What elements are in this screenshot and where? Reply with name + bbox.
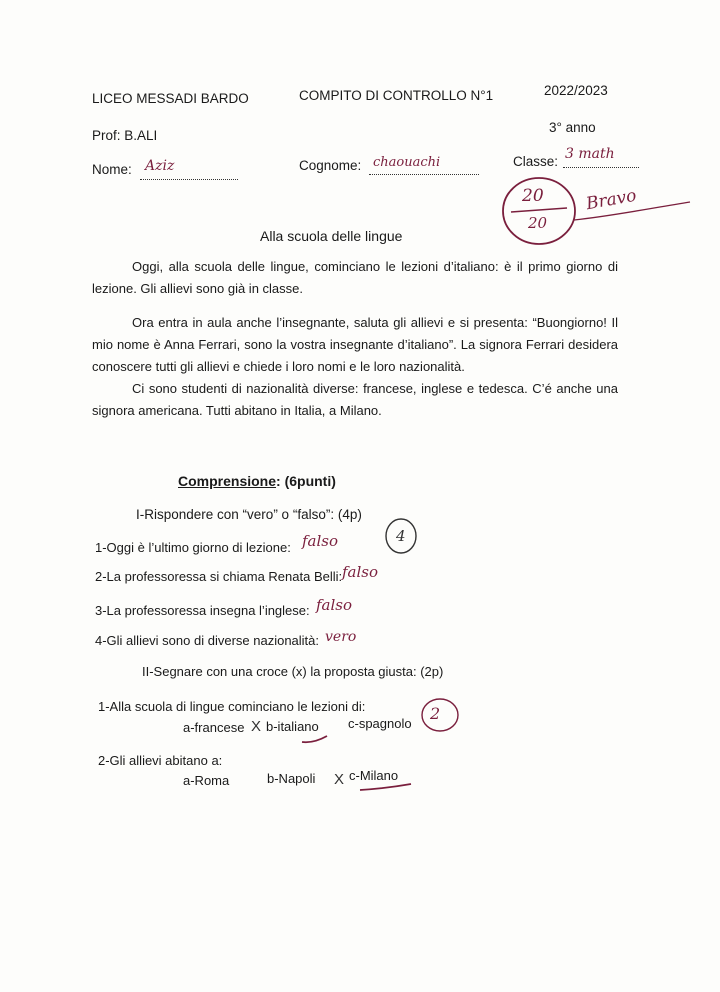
surname-label: Cognome: (299, 158, 362, 173)
surname-value: chaouachi (373, 155, 441, 170)
comprehension-heading (178, 473, 336, 489)
school-year: 2022/2023 (544, 83, 608, 98)
question-2: 2-La professoressa si chiama Renata Belli: (95, 569, 343, 584)
class-value: 3 math (565, 146, 615, 162)
q1-cross: X (251, 718, 262, 735)
reading-title: Alla scuola delle lingue (260, 228, 403, 244)
section2-instruction: II-Segnare con una croce (x) la proposta giusta: (2p) (142, 664, 444, 679)
reading-paragraph-2: Ora entra in aula anche l’insegnante, saluta gli allievi e si presenta: “Buongiorno! Il mio nome è Anna Ferrari, sono la vostra insegnante d’italiano”. La signora Ferrari desidera conoscere tutti gli allievi e chiede i loro nomi e le loro nazionalità. (92, 315, 618, 374)
q2-correct-tick-icon (358, 781, 414, 793)
question-3: 3-La professoressa insegna l’inglese: (95, 603, 310, 618)
class-label: Classe: (513, 154, 559, 169)
grade-year: 3° anno (549, 120, 596, 135)
surname-field (369, 155, 479, 175)
q2-option-b: b-Napoli (267, 771, 316, 786)
q1-option-a: a-francese (183, 720, 245, 735)
comprehension-title: Comprensione (178, 473, 277, 489)
score-top: 20 (522, 186, 544, 206)
name-field (140, 158, 238, 180)
school-name: LICEO MESSADI BARDO (92, 91, 249, 106)
section2-score: 2 (430, 704, 441, 723)
q2-option-a: a-Roma (183, 773, 230, 788)
section2-score-circle-icon (420, 696, 462, 736)
reading-paragraph-1: Oggi, alla scuola delle lingue, cominciano le lezioni d’italiano: è il primo giorno di lezione. Gli allievi sono già in classe. (92, 259, 618, 296)
answer-4: vero (325, 629, 357, 645)
test-title: COMPITO DI CONTROLLO N°1 (299, 88, 494, 103)
section1-instruction: I-Rispondere con “vero” o “falso”: (4p) (136, 507, 362, 522)
question-4: 4-Gli allievi sono di diverse nazionalità: (95, 633, 320, 648)
section2-question-1: 1-Alla scuola di lingue cominciano le lezioni di: (98, 699, 366, 714)
answer-2: falso (342, 563, 379, 581)
class-field (563, 146, 639, 168)
answer-3: falso (316, 596, 353, 614)
name-value: Aziz (145, 158, 175, 174)
section1-score: 4 (396, 527, 406, 545)
q1-correct-tick-icon (300, 734, 330, 746)
q2-cross: X (334, 771, 345, 788)
answer-1: falso (302, 532, 339, 550)
teacher-name: Prof: B.ALI (92, 128, 158, 143)
comprehension-points: : (6punti) (276, 473, 336, 489)
reading-paragraph-3: Ci sono studenti di nazionalità diverse: francese, inglese e tedesca. C’é anche una signora americana. Tutti abitano in Italia, a Milano. (92, 381, 618, 418)
question-1: 1-Oggi è l’ultimo giorno di lezione: (95, 540, 291, 555)
score-bottom: 20 (528, 214, 548, 232)
q2-option-c: c-Milano (349, 768, 399, 783)
section2-question-2: 2-Gli allievi abitano a: (98, 753, 223, 768)
teacher-comment: Bravo (584, 185, 638, 215)
name-label: Nome: (92, 162, 132, 177)
q1-option-b: b-italiano (266, 719, 319, 734)
q1-option-c: c-spagnolo (348, 716, 412, 731)
comment-underline-icon (572, 198, 692, 228)
